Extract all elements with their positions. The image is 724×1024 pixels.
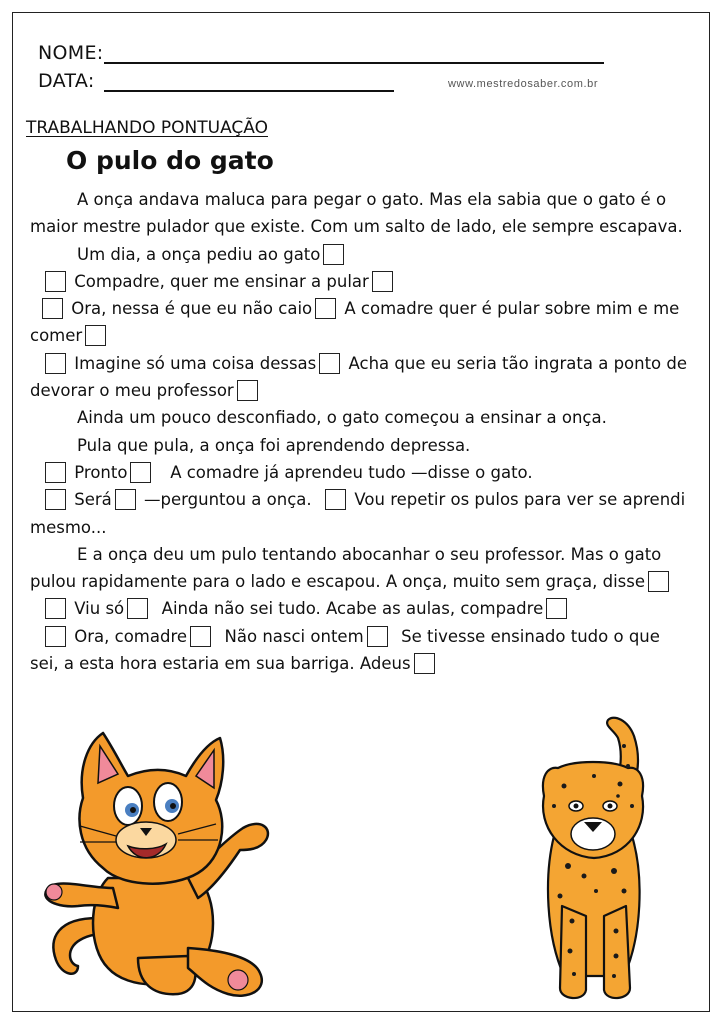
paragraph-5: Imagine só uma coisa dessas Acha que eu seria tão ingrata a ponto de devorar o meu professor [30, 353, 688, 401]
punctuation-box[interactable] [319, 353, 340, 374]
punctuation-box[interactable] [546, 598, 567, 619]
story-text [30, 186, 688, 677]
punctuation-box[interactable] [372, 271, 393, 292]
paragraph-8: Pronto A comadre já aprendeu tudo —disse o gato. [30, 459, 688, 486]
story-title: O pulo do gato [66, 146, 274, 175]
punctuation-box[interactable] [414, 653, 435, 674]
punctuation-box[interactable] [648, 571, 669, 592]
punctuation-box[interactable] [42, 298, 63, 319]
punctuation-box[interactable] [85, 325, 106, 346]
cat-paw-pad [46, 884, 62, 900]
punctuation-box[interactable] [45, 271, 66, 292]
paragraph-1: A onça andava maluca para pegar o gato. Mas ela sabia que o gato é o maior mestre pulador que existe. Com um salto de lado, ele sempre escapava. [30, 190, 683, 237]
jaguar-pupil-left [574, 804, 579, 809]
paragraph-12: Ora, comadre Não nasci ontem Se tivesse ensinado tudo o que sei, a esta hora estaria em sua barriga. Adeus [30, 626, 660, 674]
name-label: NOME: [38, 42, 104, 64]
jaguar-leg-right [604, 906, 630, 998]
paragraph-6: Ainda um pouco desconfiado, o gato começou a ensinar a onça. [77, 408, 607, 428]
punctuation-box[interactable] [45, 489, 66, 510]
punctuation-box[interactable] [315, 298, 336, 319]
punctuation-box[interactable] [45, 353, 66, 374]
paragraph-3: Compadre, quer me ensinar a pular [30, 268, 688, 295]
paragraph-4: Ora, nessa é que eu não caio A comadre quer é pular sobre mim e me comer [30, 299, 680, 346]
paragraph-9: Será —perguntou a onça. Vou repetir os pulos para ver se aprendi mesmo... [30, 490, 686, 537]
punctuation-box[interactable] [190, 626, 211, 647]
punctuation-box[interactable] [45, 462, 66, 483]
paragraph-11: Viu só Ainda não sei tudo. Acabe as aulas, compadre [30, 595, 688, 622]
cat-leg-right [188, 948, 262, 996]
punctuation-box[interactable] [45, 598, 66, 619]
date-label: DATA: [38, 70, 95, 92]
date-line[interactable] [104, 90, 394, 92]
punctuation-box[interactable] [130, 462, 151, 483]
paragraph-2: Um dia, a onça pediu ao gato [30, 241, 688, 268]
cat-pupil-dot-left [130, 807, 136, 813]
website-url: www.mestredosaber.com.br [448, 78, 599, 90]
section-title: TRABALHANDO PONTUAÇÃO [26, 118, 268, 138]
cat-illustration [28, 728, 278, 1006]
punctuation-box[interactable] [45, 626, 66, 647]
cat-pupil-dot-right [170, 803, 176, 809]
paragraph-10: E a onça deu um pulo tentando abocanhar o seu professor. Mas o gato pulou rapidamente para o lado e escapou. A onça, muito sem graça, disse [30, 541, 688, 596]
cat-paw-pad [228, 970, 248, 990]
jaguar-pupil-right [608, 804, 613, 809]
jaguar-illustration [524, 706, 674, 1006]
punctuation-box[interactable] [237, 380, 258, 401]
punctuation-box[interactable] [325, 489, 346, 510]
name-line[interactable] [104, 62, 604, 64]
punctuation-box[interactable] [127, 598, 148, 619]
punctuation-box[interactable] [115, 489, 136, 510]
paragraph-7: Pula que pula, a onça foi aprendendo depressa. [77, 435, 471, 455]
punctuation-box[interactable] [367, 626, 388, 647]
punctuation-box[interactable] [323, 244, 344, 265]
